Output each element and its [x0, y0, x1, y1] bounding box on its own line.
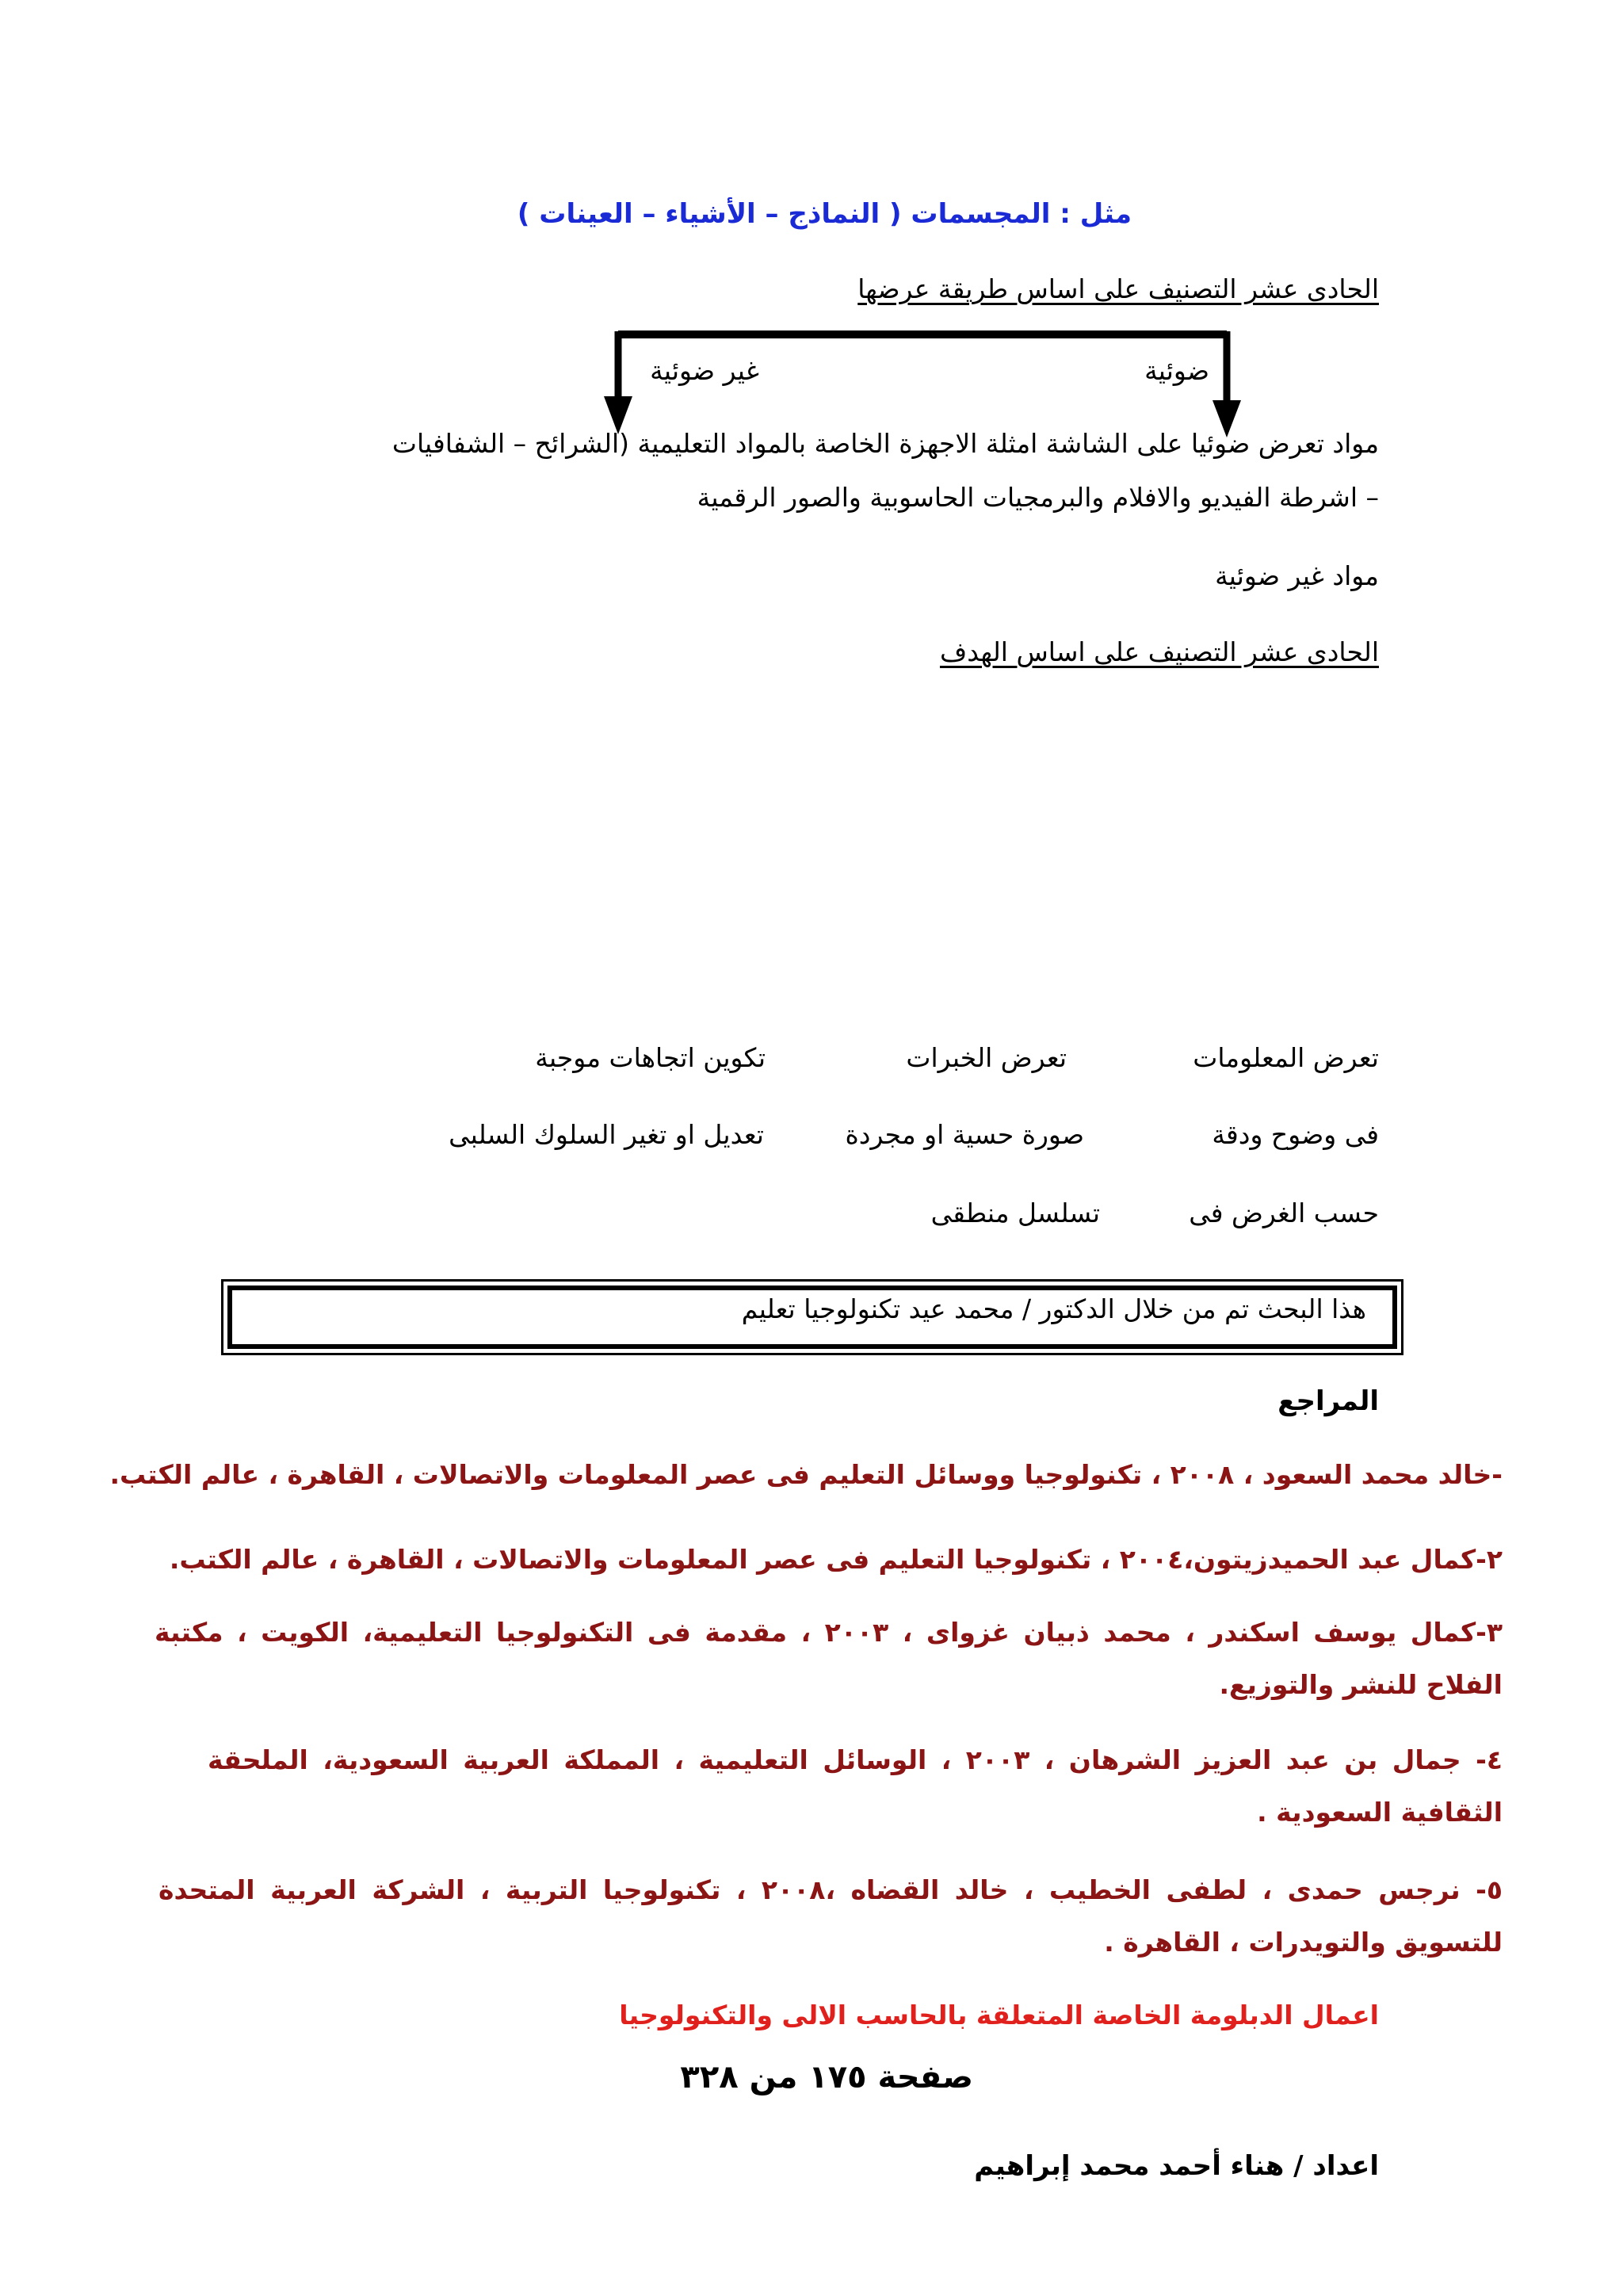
- goal-col3-row1: تكوين اتجاهات موجبة: [535, 1042, 766, 1073]
- branch-arrow-diagram: [0, 0, 1623, 476]
- goal-col1-row2: فى وضوح ودقة: [1212, 1119, 1379, 1150]
- reference-item-1: -خالد محمد السعود ، ٢٠٠٨ ، تكنولوجيا ووسائل التعليم فى عصر المعلومات والاتصالات ، القاهرة ، عالم الكتب.: [109, 1459, 1503, 1490]
- section-goal-title: الحادى عشر التصنيف على اساس الهدف: [939, 636, 1379, 667]
- page-number: صفحة ١٧٥ من ٣٢٨: [680, 2059, 973, 2095]
- reference-item-5: ٥- نرجس حمدى ، لطفى الخطيب ، خالد القضاه ،٢٠٠٨ ، تكنولوجيا التربية ، الشركة العربية المتحدة للتسويق والتويدرات ، القاهرة .: [158, 1874, 1503, 1958]
- optical-description-line2: – اشرطة الفيديو والافلام والبرمجيات الحاسوبية والصور الرقمية: [697, 482, 1379, 513]
- goal-col2-row1: تعرض الخبرات: [906, 1042, 1067, 1073]
- goal-col2-row2: صورة حسية او مجردة: [845, 1119, 1084, 1150]
- reference-item-3: ٣-كمال يوسف اسكندر ، محمد ذبيان غزواى ، ٢٠٠٣ ، مقدمة فى التكنولوجيا التعليمية، الكويت ، مكتبة الفلاح للنشر والتوزيع.: [155, 1617, 1503, 1700]
- goal-col3-row2: تعديل او تغير السلوك السلبى: [449, 1119, 764, 1150]
- goal-col2-row3: تسلسل منطقى: [930, 1198, 1100, 1228]
- goal-col1-row1: تعرض المعلومات: [1193, 1042, 1379, 1073]
- optical-description-line1: مواد تعرض ضوئيا على الشاشة امثلة الاجهزة الخاصة بالمواد التعليمية (الشرائح – الشفافيات: [391, 428, 1379, 459]
- example-heading: مثل : المجسمات ( النماذج – الأشياء – العينات ): [517, 198, 1132, 230]
- branch-optical-label: ضوئية: [1144, 355, 1209, 386]
- section-display-title: الحادى عشر التصنيف على اساس طريقة عرضها: [857, 273, 1379, 304]
- references-heading: المراجع: [1277, 1385, 1379, 1417]
- reference-item-2: ٢-كمال عبد الحميدزيتون،٢٠٠٤ ، تكنولوجيا التعليم فى عصر المعلومات والاتصالات ، القاهرة ، عالم الكتب.: [169, 1544, 1503, 1575]
- credit-text: هذا البحث تم من خلال الدكتور / محمد عيد تكنولوجيا تعليم: [741, 1293, 1366, 1324]
- author-credit: اعداد / هناء أحمد محمد إبراهيم: [974, 2150, 1379, 2182]
- branch-non-optical-label: غير ضوئية: [650, 355, 759, 386]
- reference-item-4: ٤- جمال بن عبد العزيز الشرهان ، ٢٠٠٣ ، الوسائل التعليمية ، المملكة العربية السعودية، الملحقة الثقافية السعودية .: [208, 1744, 1503, 1828]
- non-optical-description: مواد غير ضوئية: [1215, 560, 1379, 591]
- goal-col1-row3: حسب الغرض فى: [1189, 1198, 1379, 1228]
- project-title: اعمال الدبلومة الخاصة المتعلقة بالحاسب الالى والتكنولوجيا: [619, 2000, 1379, 2030]
